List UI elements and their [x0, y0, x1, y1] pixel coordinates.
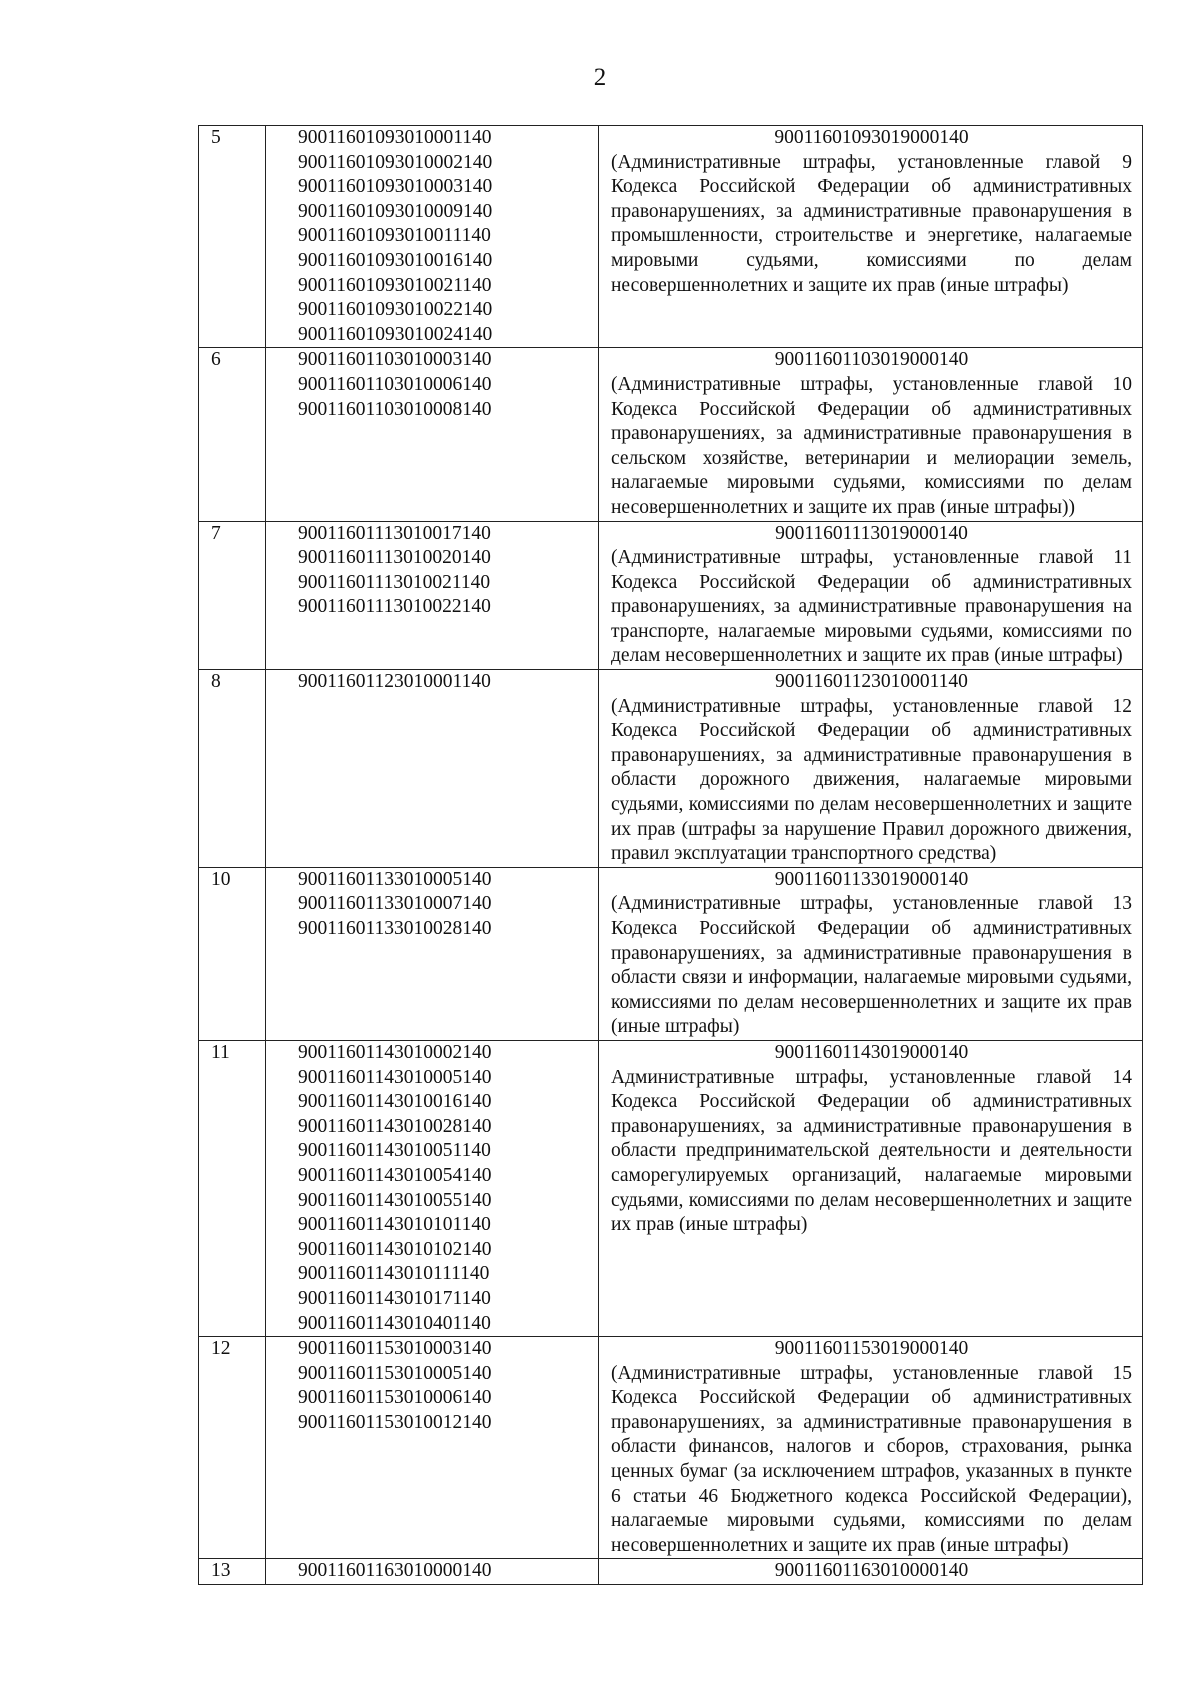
- old-code: 90011601113010020140: [298, 547, 491, 569]
- old-codes-cell: [266, 670, 599, 868]
- old-codes-cell: [266, 1040, 599, 1336]
- code-description: (Административные штрафы, установленные главой 15 Кодекса Российской Федерации об административных правонарушениях, за административные правонарушения в области финансов, налогов и сборов, страхования, рынка ценных бумаг (за исключением штрафов, указанных в пункте 6 статьи 46 Бюджетного кодекса Российской Федерации), налагаемые мировыми судьями, комиссиями по делам несовершеннолетних и защите их прав (иные штрафы): [611, 1362, 1132, 1556]
- old-code: 90011601093010011140: [298, 225, 491, 247]
- old-codes-cell: [266, 867, 599, 1040]
- old-codes-cell: [266, 521, 599, 670]
- old-codes-cell: [266, 348, 599, 521]
- new-code: 90011601113019000140: [775, 522, 968, 544]
- old-code: 90011601103010003140: [298, 349, 492, 371]
- new-code-cell: [599, 126, 1143, 348]
- new-code-cell: [599, 348, 1143, 521]
- old-code: 90011601103010006140: [298, 373, 492, 395]
- old-code: 90011601163010000140: [298, 1560, 492, 1582]
- code-description: (Административные штрафы, установленные главой 9 Кодекса Российской Федерации об административных правонарушениях, за административные правонарушения в промышленности, строительстве и энергетике, налагаемые мировыми судьями, комиссиями по делам несовершеннолетних и защите их прав (иные штрафы): [611, 151, 1132, 296]
- new-code-cell: [599, 521, 1143, 670]
- old-code: 90011601093010024140: [298, 323, 493, 345]
- new-code-cell: [599, 1040, 1143, 1336]
- old-code: 90011601143010111140: [298, 1263, 490, 1285]
- old-code: 90011601153010012140: [298, 1411, 492, 1433]
- new-code: 90011601093019000140: [774, 127, 969, 148]
- old-code: 90011601113010022140: [298, 596, 491, 618]
- old-code: 90011601143010171140: [298, 1287, 491, 1309]
- new-code: 90011601133019000140: [774, 868, 969, 890]
- new-code: 90011601103019000140: [774, 349, 969, 371]
- row-number: 10: [199, 867, 266, 1040]
- new-code: 90011601163010000140: [774, 1560, 969, 1582]
- new-code-cell: [599, 670, 1143, 868]
- old-code: 90011601143010051140: [298, 1140, 491, 1162]
- old-code: 90011601143010005140: [298, 1066, 492, 1088]
- table-row: [199, 867, 1143, 1040]
- old-code: 90011601103010008140: [298, 398, 492, 420]
- table-row: [199, 348, 1143, 521]
- old-code: 90011601093010002140: [298, 151, 493, 173]
- row-number: 6: [199, 348, 266, 521]
- old-code: 90011601133010007140: [298, 893, 492, 915]
- old-code: 90011601133010028140: [298, 918, 492, 939]
- old-code: 90011601093010021140: [298, 274, 492, 296]
- table-row: [199, 521, 1143, 670]
- table-row: [199, 1040, 1143, 1336]
- old-code: 90011601093010022140: [298, 299, 493, 321]
- old-code: 90011601143010101140: [298, 1214, 491, 1236]
- old-code: 90011601093010003140: [298, 176, 493, 198]
- new-code-cell: [599, 1559, 1143, 1585]
- code-description: Административные штрафы, установленные главой 14 Кодекса Российской Федерации об административных правонарушениях, за административные правонарушения в области предпринимательской деятельности и деятельности саморегулируемых организаций, налагаемые мировыми судьями, комиссиями по делам несовершеннолетних и защите их прав (иные штрафы): [611, 1066, 1132, 1236]
- old-code: 90011601143010102140: [298, 1238, 492, 1260]
- code-description: (Административные штрафы, установленные главой 12 Кодекса Российской Федерации об административных правонарушениях, за административные правонарушения в области дорожного движения, налагаемые мировыми судьями, комиссиями по делам несовершеннолетних и защите их прав (штрафы за нарушение Правил дорожного движения, правил эксплуатации транспортного средства): [611, 695, 1132, 865]
- row-number: 13: [199, 1559, 266, 1585]
- row-number: 8: [199, 670, 266, 868]
- old-code: 90011601113010021140: [298, 571, 491, 593]
- new-code-cell: [599, 867, 1143, 1040]
- table-row: [199, 126, 1143, 348]
- old-code: 90011601143010016140: [298, 1091, 492, 1113]
- new-code: 90011601153019000140: [774, 1338, 969, 1360]
- old-code: 90011601093010009140: [298, 200, 493, 222]
- old-code: 90011601153010005140: [298, 1362, 492, 1384]
- old-codes-cell: [266, 1337, 599, 1559]
- table-row: [199, 670, 1143, 868]
- old-code: 90011601153010006140: [298, 1387, 492, 1409]
- codes-table-body: [199, 126, 1143, 1585]
- new-code-cell: [599, 1337, 1143, 1559]
- old-codes-cell: [266, 1559, 599, 1585]
- codes-table: [198, 125, 1143, 1585]
- table-row: [199, 1337, 1143, 1559]
- old-code: 90011601153010003140: [298, 1338, 492, 1360]
- old-code: 90011601113010017140: [298, 522, 491, 544]
- old-code: 90011601143010054140: [298, 1164, 492, 1186]
- row-number: 12: [199, 1337, 266, 1559]
- old-code: 90011601143010028140: [298, 1115, 492, 1137]
- row-number: 11: [199, 1040, 266, 1336]
- old-code: 90011601133010005140: [298, 868, 492, 890]
- old-code: 90011601143010401140: [298, 1312, 491, 1334]
- table-row: [199, 1559, 1143, 1585]
- code-description: (Административные штрафы, установленные главой 11 Кодекса Российской Федерации об административных правонарушениях, за административные правонарушения на транспорте, налагаемые мировыми судьями, комиссиями по делам несовершеннолетних и защите их прав (иные штрафы): [611, 547, 1132, 667]
- code-description: (Административные штрафы, установленные главой 10 Кодекса Российской Федерации об административных правонарушениях, за административные правонарушения в сельском хозяйстве, ветеринарии и мелиорации земель, налагаемые мировыми судьями, комиссиями по делам несовершеннолетних и защите их прав (иные штрафы)): [611, 373, 1132, 518]
- old-code: 90011601093010001140: [298, 127, 492, 148]
- code-description: (Административные штрафы, установленные главой 13 Кодекса Российской Федерации об административных правонарушениях, за административные правонарушения в области связи и информации, налагаемые мировыми судьями, комиссиями по делам несовершеннолетних и защите их прав (иные штрафы): [611, 893, 1132, 1038]
- old-code: 90011601143010002140: [298, 1041, 492, 1063]
- row-number: 5: [199, 126, 266, 348]
- old-code: 90011601123010001140: [298, 671, 491, 693]
- page-number: 2: [593, 64, 607, 91]
- new-code: 90011601123010001140: [775, 671, 968, 693]
- row-number: 7: [199, 521, 266, 670]
- old-code: 90011601143010055140: [298, 1189, 492, 1211]
- new-code: 90011601143019000140: [774, 1041, 969, 1063]
- old-codes-cell: [266, 126, 599, 348]
- old-code: 90011601093010016140: [298, 249, 493, 271]
